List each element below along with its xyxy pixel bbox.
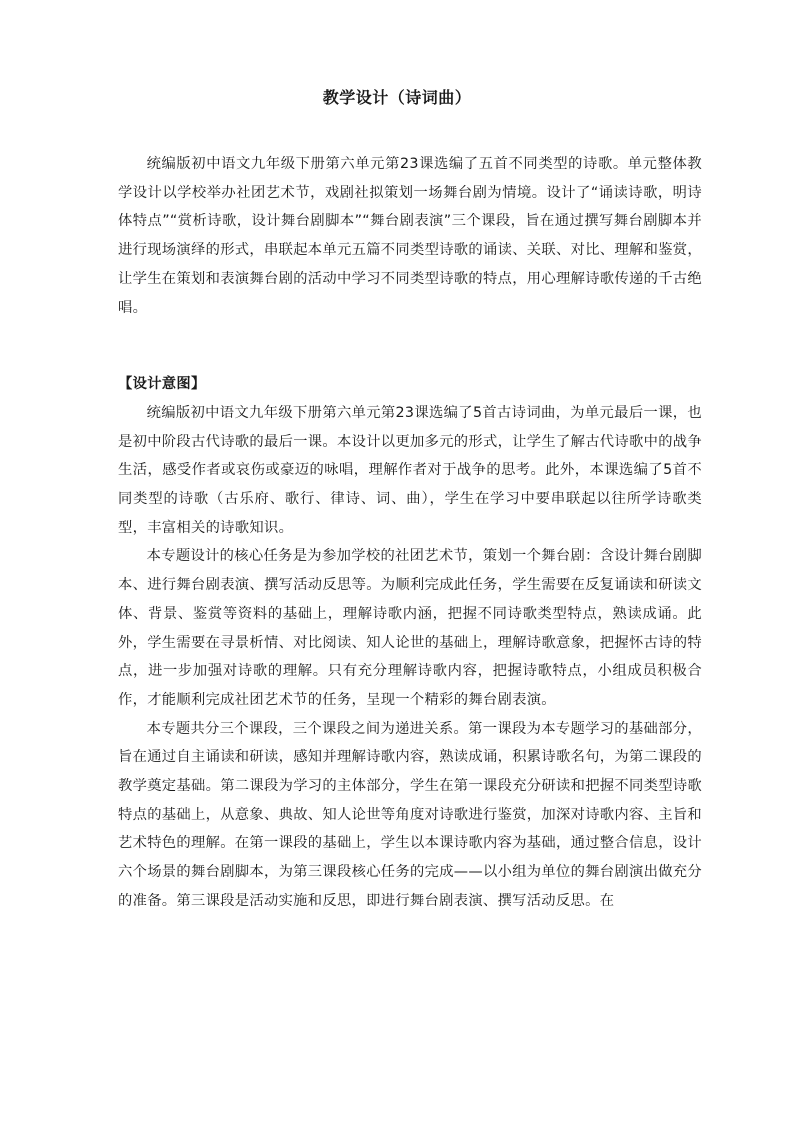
body-paragraph-1: 统编版初中语文九年级下册第六单元第23课选编了5首古诗词曲，为单元最后一课，也是初中阶段古代诗歌的最后一课。本设计以更加多元的形式，让学生了解古代诗歌中的战争生活，感受作者或哀伤或豪迈的咏唱，理解作者对于战争的思考。此外，本课选编了5首不同类型的诗歌（古乐府、歌行、律诗、词、曲），学生在学习中要串联起以往所学诗歌类型，丰富相关的诗歌知识。 (118, 404, 702, 536)
document-body (118, 150, 702, 916)
intro-paragraph: 统编版初中语文九年级下册第六单元第23课选编了五首不同类型的诗歌。单元整体教学设计以学校举办社团艺术节，戏剧社拟策划一场舞台剧为情境。设计了“诵读诗歌，明诗体特点”“赏析诗歌，设计舞台剧脚本”“舞台剧表演”三个课段，旨在通过撰写舞台剧脚本并进行现场演绎的形式，串联起本单元五篇不同类型诗歌的诵读、关联、对比、理解和鉴赏，让学生在策划和表演舞台剧的活动中学习不同类型诗歌的特点，用心理解诗歌传递的千古绝唱。 (118, 156, 702, 316)
document-title: 教学设计（诗词曲） (322, 88, 472, 107)
body-paragraph-3: 本专题共分三个课段，三个课段之间为递进关系。第一课段为本专题学习的基础部分，旨在通过自主诵读和研读，感知并理解诗歌内容，熟读成诵，积累诗歌名句，为第二课段的教学奠定基础。第二课段为学习的主体部分，学生在第一课段充分研读和把握不同类型诗歌特点的基础上，从意象、典故、知人论世等角度对诗歌进行鉴赏，加深对诗歌内容、主旨和艺术特色的理解。在第一课段的基础上，学生以本课诗歌内容为基础，通过整合信息，设计六个场景的舞台剧脚本，为第三课段核心任务的完成——以小组为单位的舞台剧演出做充分的准备。第三课段是活动实施和反思，即进行舞台剧表演、撰写活动反思。在 (118, 720, 702, 909)
section-heading-design-intent: 【设计意图】 (118, 376, 206, 393)
body-paragraph-2: 本专题设计的核心任务是为参加学校的社团艺术节，策划一个舞台剧：含设计舞台剧脚本、进行舞台剧表演、撰写活动反思等。为顺利完成此任务，学生需要在反复诵读和研读文体、背景、鉴赏等资料的基础上，理解诗歌内涵，把握不同诗歌类型特点，熟读成诵。此外，学生需要在寻景析情、对比阅读、知人论世的基础上，理解诗歌意象，把握怀古诗的特点，进一步加强对诗歌的理解。只有充分理解诗歌内容，把握诗歌特点，小组成员积极合作，才能顺利完成社团艺术节的任务，呈现一个精彩的舞台剧表演。 (118, 548, 702, 708)
